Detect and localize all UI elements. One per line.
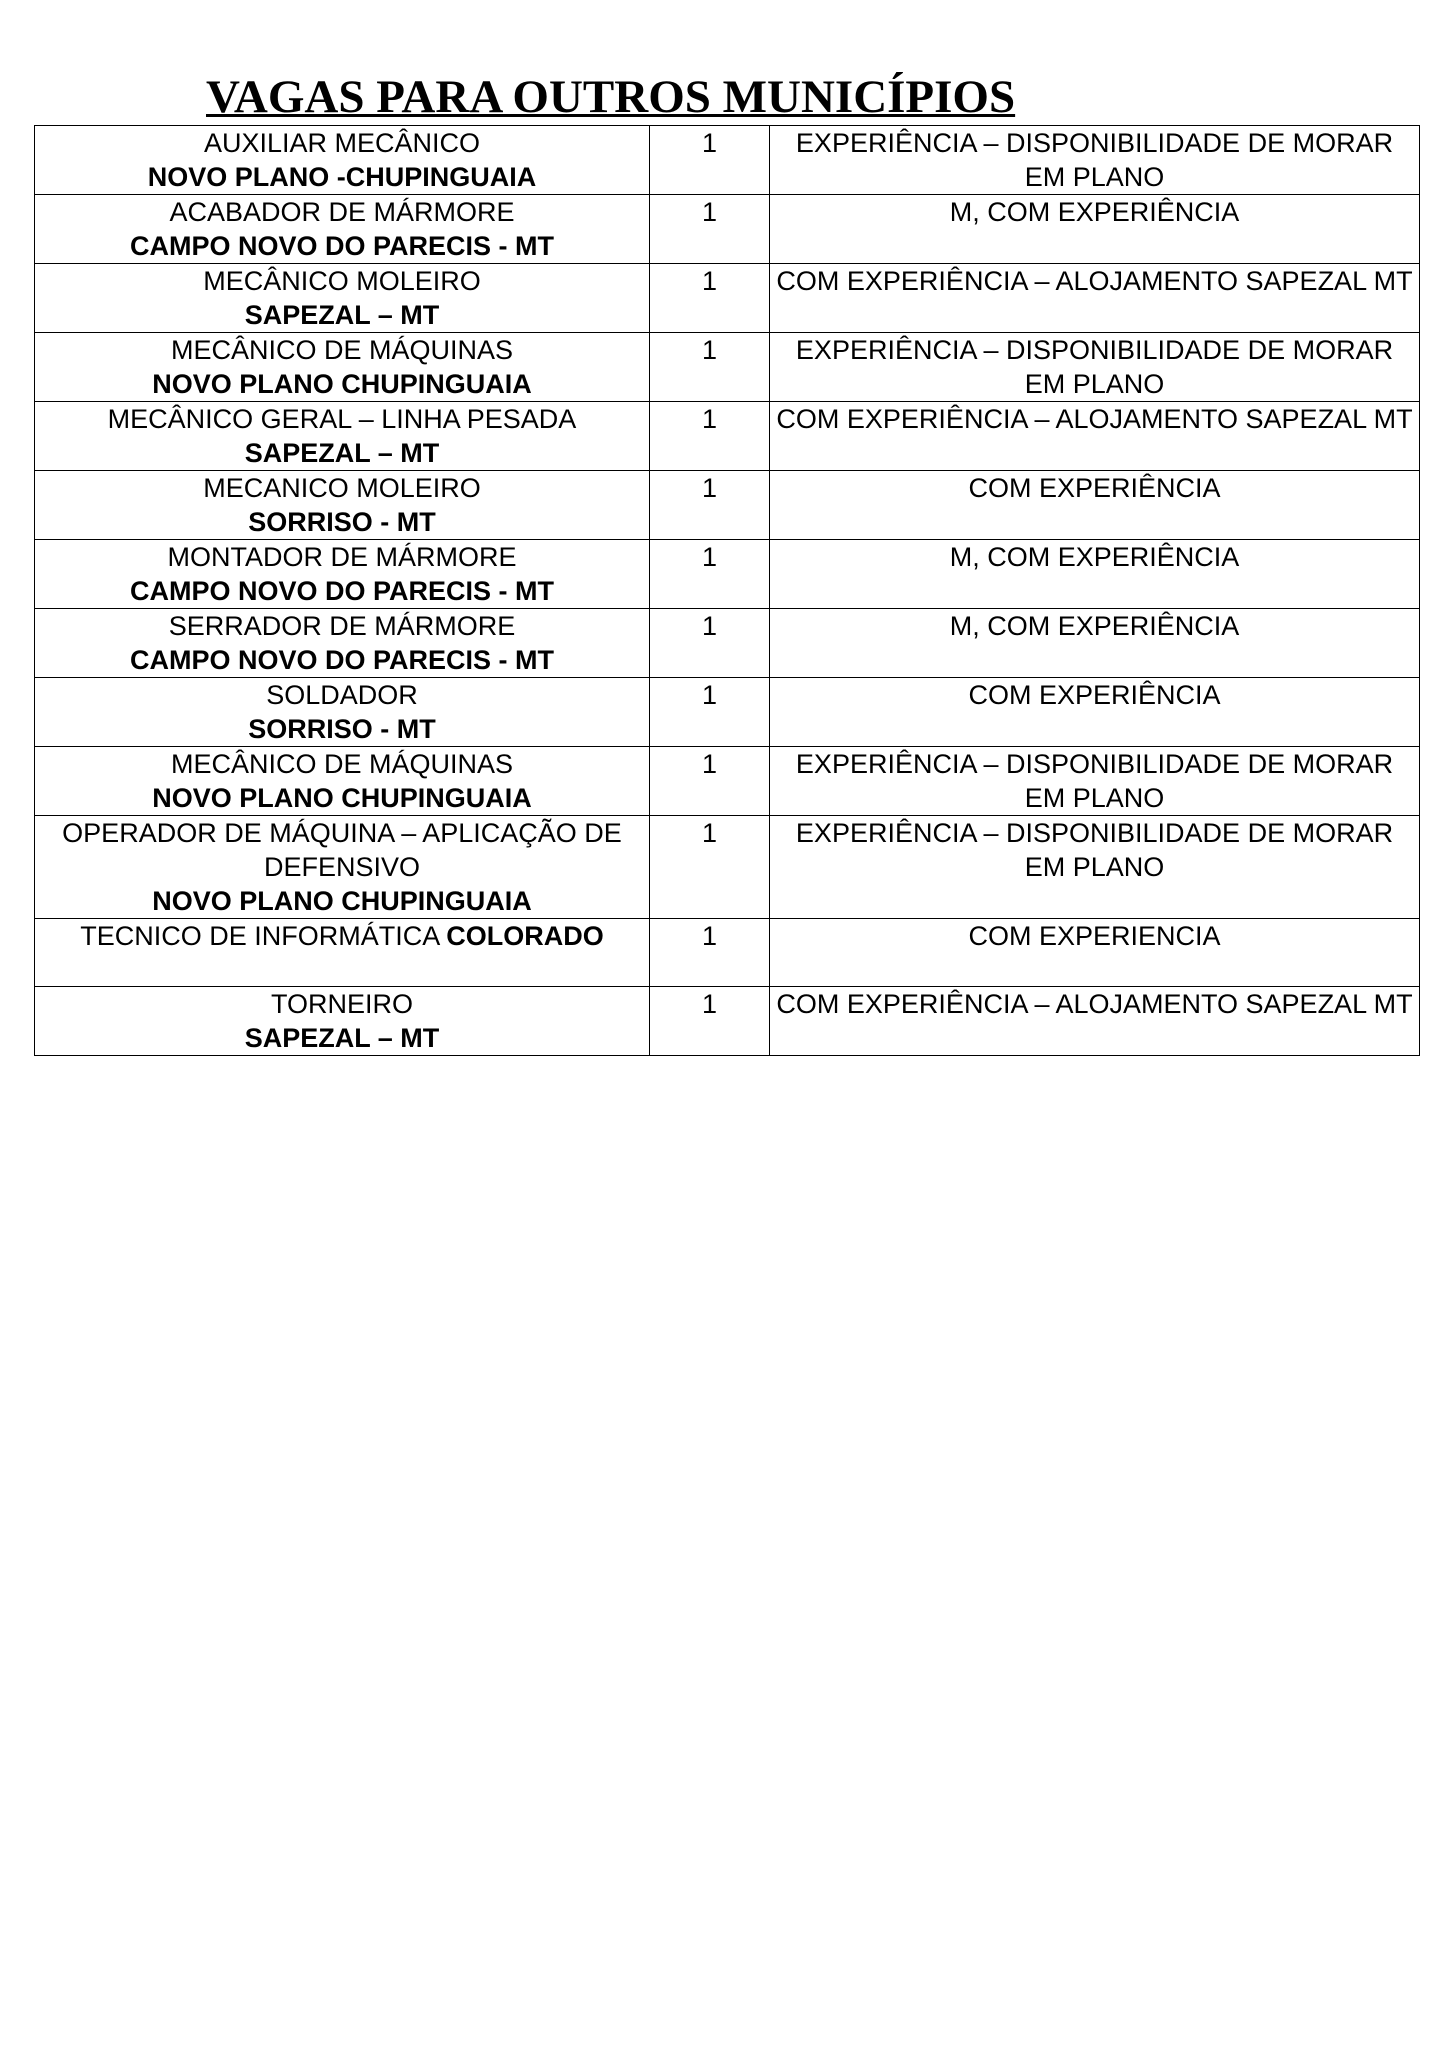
quantity-cell: 1 <box>650 540 770 609</box>
job-title: SOLDADOR <box>266 680 418 710</box>
quantity-cell: 1 <box>650 919 770 987</box>
requirements-cell: COM EXPERIÊNCIA <box>770 471 1420 540</box>
requirements-cell: COM EXPERIENCIA <box>770 919 1420 987</box>
job-cell <box>35 195 650 264</box>
table-row <box>35 126 1420 195</box>
job-title: MECANICO MOLEIRO <box>203 473 481 503</box>
table-row <box>35 333 1420 402</box>
requirements-cell: M, COM EXPERIÊNCIA <box>770 540 1420 609</box>
requirements-cell: COM EXPERIÊNCIA – ALOJAMENTO SAPEZAL MT <box>770 402 1420 471</box>
quantity-cell: 1 <box>650 402 770 471</box>
table-row <box>35 747 1420 816</box>
quantity-cell: 1 <box>650 195 770 264</box>
job-location: SAPEZAL – MT <box>244 300 440 330</box>
job-title: AUXILIAR MECÂNICO <box>203 128 481 158</box>
table-row <box>35 609 1420 678</box>
requirements-cell: EXPERIÊNCIA – DISPONIBILIDADE DE MORAR EM PLANO <box>770 747 1420 816</box>
job-location: NOVO PLANO CHUPINGUAIA <box>152 369 532 399</box>
job-cell <box>35 264 650 333</box>
job-cell <box>35 540 650 609</box>
page-title: VAGAS PARA OUTROS MUNICÍPIOS <box>206 71 1016 123</box>
requirements-cell: COM EXPERIÊNCIA <box>770 678 1420 747</box>
table-row <box>35 195 1420 264</box>
quantity-cell: 1 <box>650 126 770 195</box>
job-cell <box>35 609 650 678</box>
job-location: CAMPO NOVO DO PARECIS - MT <box>129 231 554 261</box>
quantity-cell: 1 <box>650 747 770 816</box>
job-location: SORRISO - MT <box>248 507 436 537</box>
job-location: COLORADO <box>446 921 604 951</box>
table-row <box>35 987 1420 1056</box>
table-row <box>35 540 1420 609</box>
job-location: SORRISO - MT <box>248 714 436 744</box>
table-row <box>35 264 1420 333</box>
job-openings-table <box>34 125 1420 1056</box>
quantity-cell: 1 <box>650 609 770 678</box>
table-row <box>35 402 1420 471</box>
quantity-cell: 1 <box>650 678 770 747</box>
requirements-cell: EXPERIÊNCIA – DISPONIBILIDADE DE MORAR EM PLANO <box>770 126 1420 195</box>
quantity-cell: 1 <box>650 264 770 333</box>
job-cell <box>35 987 650 1056</box>
job-title: TORNEIRO <box>270 989 413 1019</box>
table-row <box>35 919 1420 987</box>
job-location: NOVO PLANO CHUPINGUAIA <box>152 783 532 813</box>
table-row <box>35 816 1420 919</box>
job-title: MECÂNICO GERAL – LINHA PESADA <box>107 404 577 434</box>
job-title: OPERADOR DE MÁQUINA – APLICAÇÃO DE DEFENSIVO <box>62 818 622 882</box>
quantity-cell: 1 <box>650 987 770 1056</box>
job-title: MONTADOR DE MÁRMORE <box>167 542 517 572</box>
requirements-cell: COM EXPERIÊNCIA – ALOJAMENTO SAPEZAL MT <box>770 264 1420 333</box>
job-cell <box>35 471 650 540</box>
job-cell <box>35 126 650 195</box>
job-title: MECÂNICO DE MÁQUINAS <box>170 335 514 365</box>
job-title: TECNICO DE INFORMÁTICA <box>80 921 439 951</box>
job-location: SAPEZAL – MT <box>244 1023 440 1053</box>
job-location: CAMPO NOVO DO PARECIS - MT <box>129 645 554 675</box>
requirements-cell: EXPERIÊNCIA – DISPONIBILIDADE DE MORAR EM PLANO <box>770 333 1420 402</box>
requirements-cell: M, COM EXPERIÊNCIA <box>770 195 1420 264</box>
job-title: ACABADOR DE MÁRMORE <box>169 197 515 227</box>
quantity-cell: 1 <box>650 333 770 402</box>
job-title: MECÂNICO MOLEIRO <box>203 266 481 296</box>
job-location: SAPEZAL – MT <box>244 438 440 468</box>
job-cell <box>35 402 650 471</box>
quantity-cell: 1 <box>650 471 770 540</box>
job-location: CAMPO NOVO DO PARECIS - MT <box>129 576 554 606</box>
job-title: SERRADOR DE MÁRMORE <box>168 611 516 641</box>
job-title: MECÂNICO DE MÁQUINAS <box>170 749 514 779</box>
requirements-cell: COM EXPERIÊNCIA – ALOJAMENTO SAPEZAL MT <box>770 987 1420 1056</box>
requirements-cell: EXPERIÊNCIA – DISPONIBILIDADE DE MORAR EM PLANO <box>770 816 1420 919</box>
table-row <box>35 678 1420 747</box>
job-cell <box>35 816 650 919</box>
table-row <box>35 471 1420 540</box>
job-cell <box>35 678 650 747</box>
job-cell <box>35 747 650 816</box>
requirements-cell: M, COM EXPERIÊNCIA <box>770 609 1420 678</box>
job-cell <box>35 919 650 987</box>
job-cell <box>35 333 650 402</box>
quantity-cell: 1 <box>650 816 770 919</box>
job-location: NOVO PLANO -CHUPINGUAIA <box>147 162 537 192</box>
job-location: NOVO PLANO CHUPINGUAIA <box>152 886 532 916</box>
